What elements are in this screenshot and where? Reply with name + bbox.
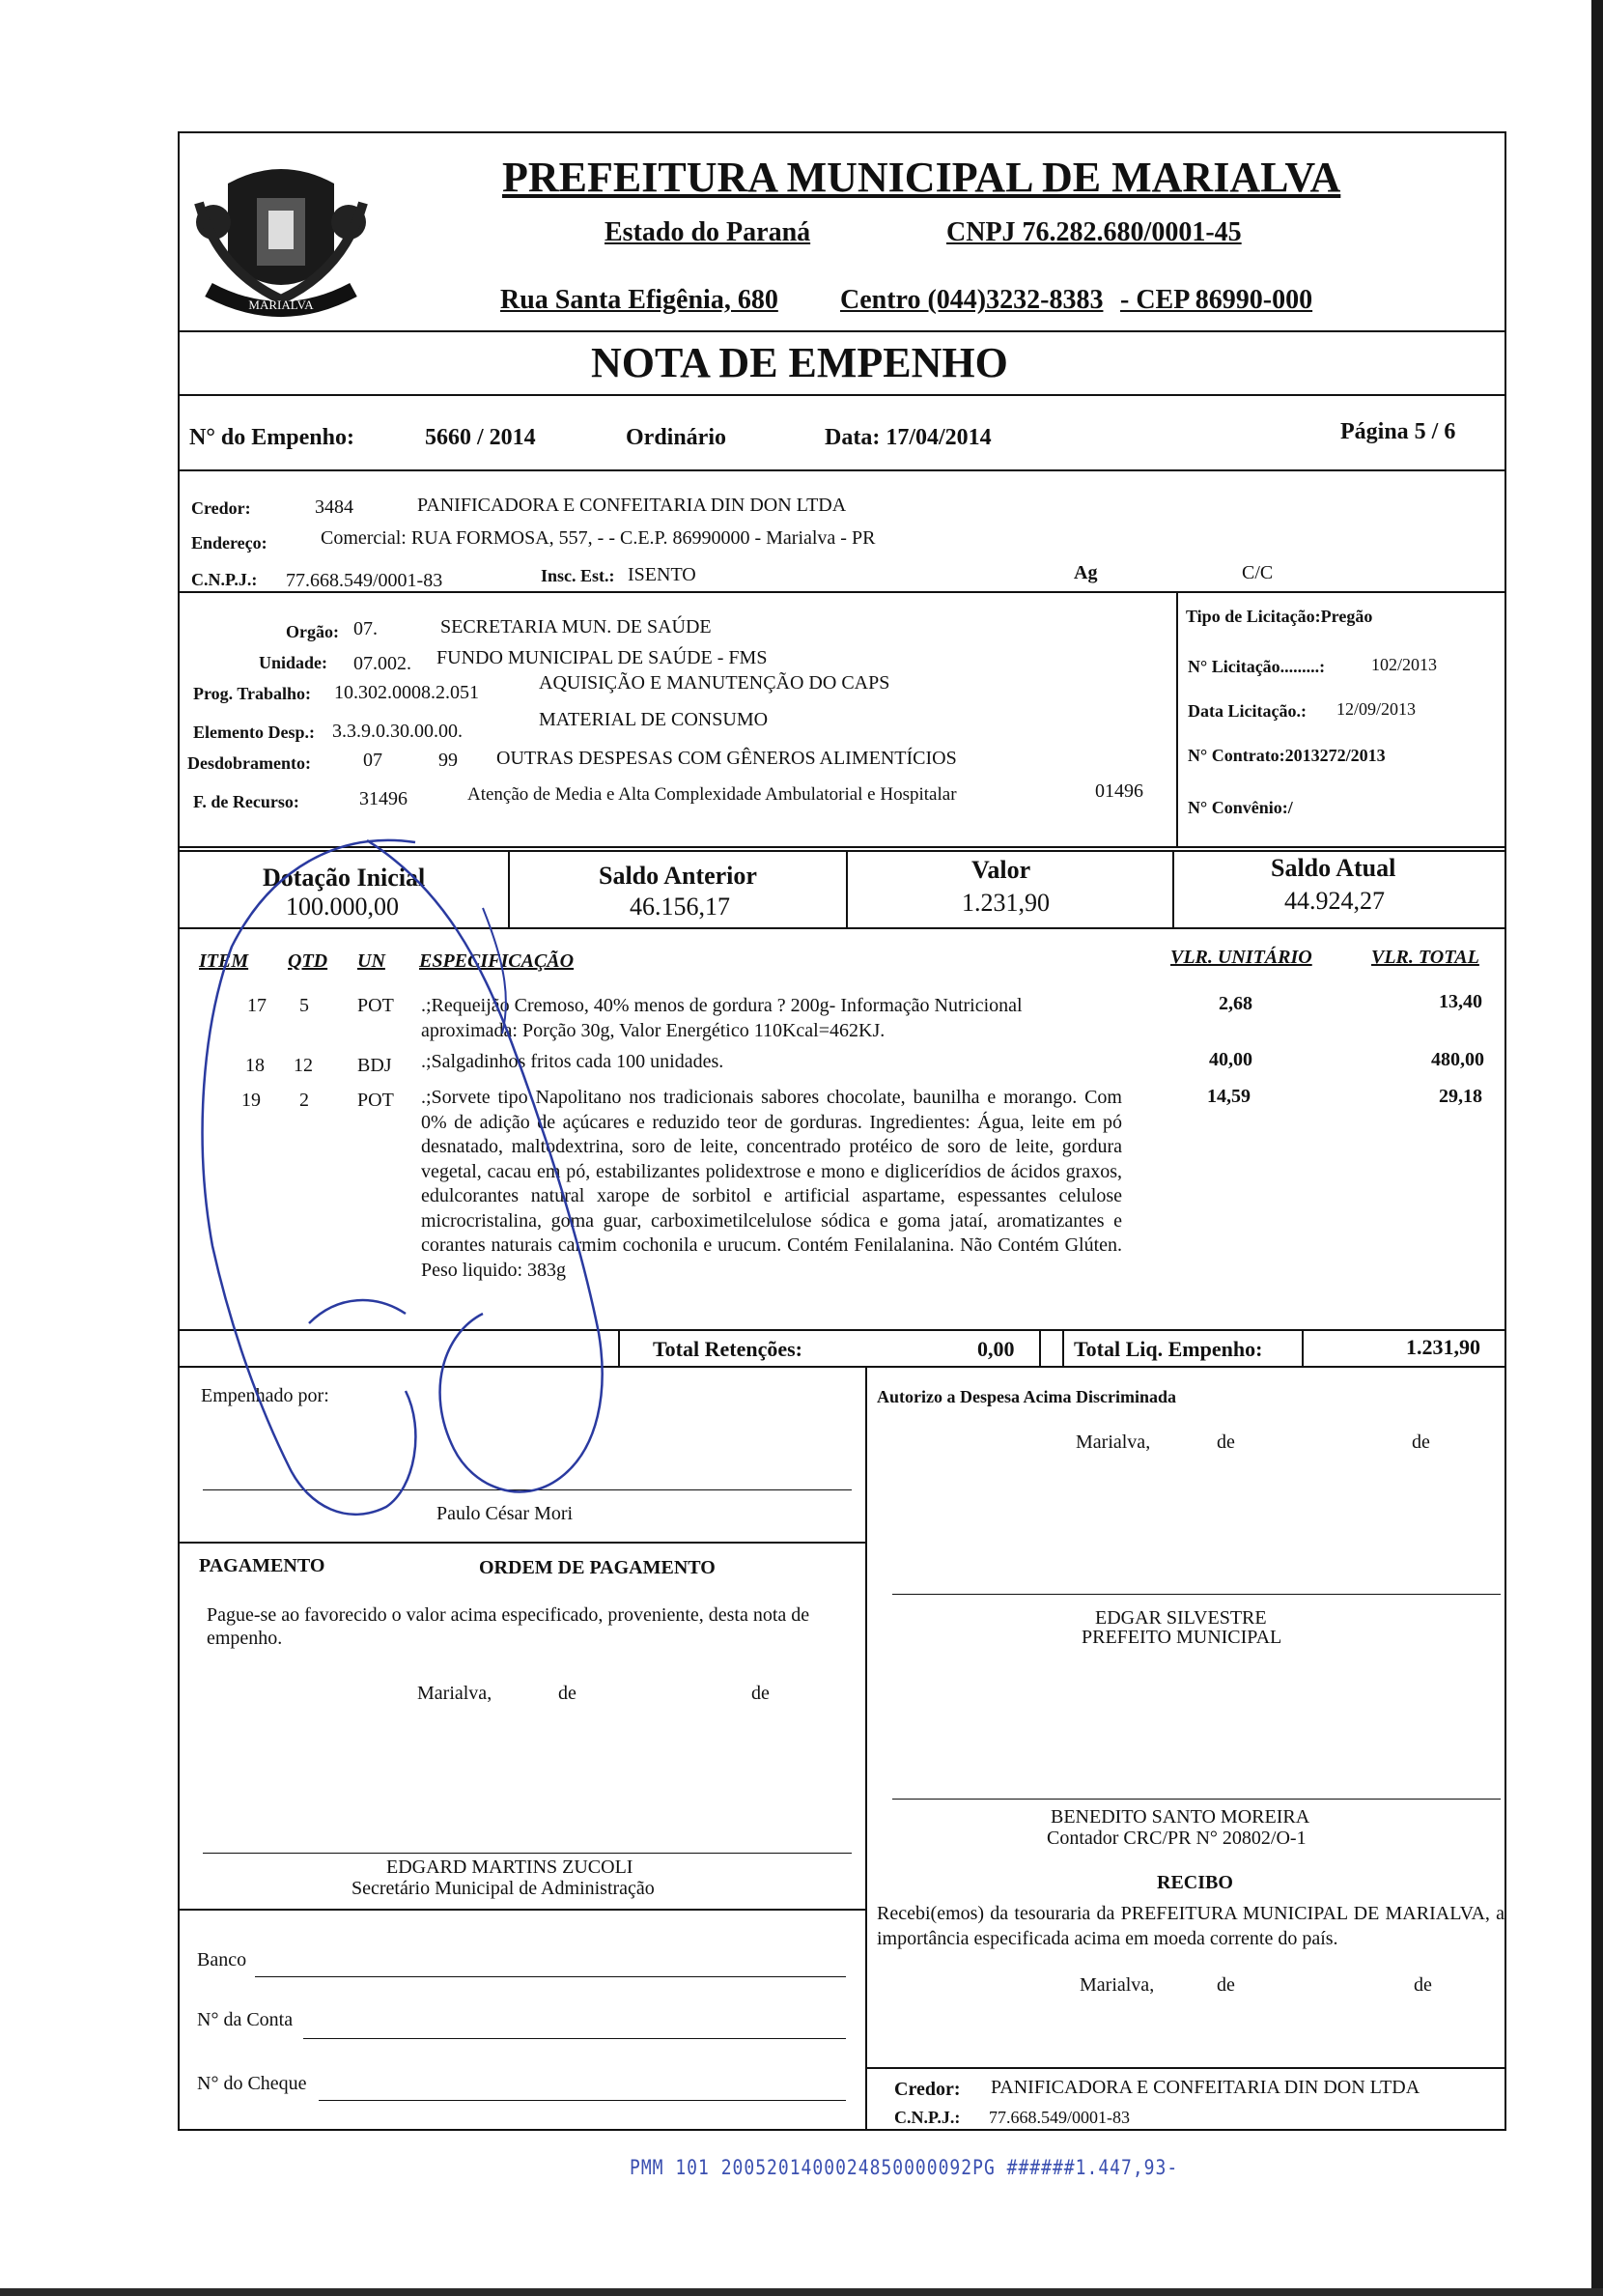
- unidade-code: 07.002.: [353, 653, 411, 674]
- item-qtd: 2: [299, 1090, 309, 1111]
- item-total: 29,18: [1439, 1086, 1482, 1107]
- autorizo-label: Autorizo a Despesa Acima Discriminada: [877, 1387, 1176, 1406]
- recibo-credor-nome: PANIFICADORA E CONFEITARIA DIN DON LTDA: [991, 2077, 1420, 2098]
- divider: [178, 1542, 867, 1544]
- recibo-text: Recebi(emos) da tesouraria da PREFEITURA MUNICIPAL DE MARIALVA, a importância especificada acima em moeda corrente do país.: [877, 1903, 1505, 1949]
- prefeito-cargo: PREFEITO MUNICIPAL: [1082, 1627, 1282, 1648]
- agency-label: Ag: [1074, 562, 1098, 583]
- vertical-divider: [1062, 1329, 1064, 1366]
- insc-value: ISENTO: [628, 564, 696, 585]
- signature-line: [203, 1853, 852, 1854]
- prefeito-nome: EDGAR SILVESTRE: [1095, 1607, 1267, 1629]
- item-unit-price: 14,59: [1207, 1086, 1251, 1107]
- divider: [178, 1909, 867, 1911]
- desdobramento-name: OUTRAS DESPESAS COM GÊNEROS ALIMENTÍCIOS: [496, 748, 957, 769]
- saldo-atual-label: Saldo Atual: [1271, 854, 1396, 882]
- item-number: 19: [241, 1090, 261, 1111]
- total-retencoes-label: Total Retenções:: [653, 1337, 802, 1361]
- item-total: 480,00: [1431, 1049, 1484, 1070]
- empenho-date: Data: 17/04/2014: [825, 425, 992, 450]
- item-desc: .;Sorvete tipo Napolitano nos tradicionais sabores chocolate, baunilha e morango. Com 0% de adição de açúcares e reduzido teor de gorduras. Ingredientes: Água, leite em pó desnatado, maltodextrina, soro de leite, concentrado protéico de soro de leite, gordura vegetal, cacau em pó, estabilizantes polidextrose e mono e diglicerídios de ácidos graxos, edulcorantes natural xarope de sorbitol e artificial aspartame, espessantes celulose microcristalina, goma guar, carboximetilcelulose sódica e goma jataí, aromatizantes e corantes naturais carmim cochonila e urucum. Contém Fenilalanina. Não Contém Glúten. Peso liquido: 383g: [421, 1087, 1122, 1281]
- col-valor-unitario: VLR. UNITÁRIO: [1170, 947, 1312, 968]
- cheque-field-line: [319, 2100, 846, 2101]
- address-label: Endereço:: [191, 533, 267, 553]
- insc-label: Insc. Est.:: [541, 566, 615, 585]
- state-name: Estado do Paraná: [605, 217, 811, 247]
- vertical-divider: [1176, 591, 1178, 848]
- pagamento-city: Marialva,: [417, 1683, 492, 1704]
- total-liquido-value: 1.231,90: [1406, 1335, 1480, 1359]
- recibo-de-1: de: [1217, 1974, 1235, 1996]
- data-licitacao: 12/09/2013: [1336, 699, 1417, 719]
- contrato: N° Contrato:2013272/2013: [1188, 746, 1386, 765]
- fonte-label: F. de Recurso:: [193, 792, 299, 811]
- dotacao-value: 100.000,00: [286, 893, 399, 921]
- street-address: Rua Santa Efigênia, 680: [500, 285, 778, 315]
- divider: [178, 330, 1506, 332]
- saldo-anterior-label: Saldo Anterior: [599, 862, 757, 890]
- col-un: UN: [357, 950, 385, 972]
- prog-name: AQUISIÇÃO E MANUTENÇÃO DO CAPS: [539, 672, 890, 694]
- elemento-name: MATERIAL DE CONSUMO: [539, 709, 769, 730]
- orgao-name: SECRETARIA MUN. DE SAÚDE: [440, 616, 712, 638]
- desdobramento-a: 07: [363, 750, 382, 771]
- cnpj-label: C.N.P.J.:: [191, 570, 258, 589]
- document-title: NOTA DE EMPENHO: [591, 339, 1008, 386]
- empenho-label: N° do Empenho:: [189, 425, 354, 450]
- empenho-type: Ordinário: [626, 425, 727, 450]
- recibo-de-2: de: [1414, 1974, 1432, 1996]
- prog-label: Prog. Trabalho:: [193, 684, 312, 703]
- scan-edge-bottom: [0, 2288, 1603, 2296]
- col-valor-total: VLR. TOTAL: [1371, 947, 1479, 968]
- signature-line: [892, 1594, 1501, 1595]
- fonte-name: Atenção de Media e Alta Complexidade Ambulatorial e Hospitalar: [467, 784, 957, 805]
- item-number: 17: [247, 995, 267, 1016]
- ordem-pagamento-label: ORDEM DE PAGAMENTO: [479, 1557, 716, 1578]
- autorizo-city: Marialva,: [1076, 1431, 1151, 1453]
- item-desc: .;Requeijão Cremoso, 40% menos de gordura ? 200g- Informação Nutricional aproximada: Porção 30g, Valor Energético 110Kcal=462KJ.: [421, 995, 1023, 1041]
- data-licitacao-label: Data Licitação.:: [1188, 701, 1307, 721]
- valor-value: 1.231,90: [962, 889, 1050, 917]
- item-qtd: 12: [294, 1055, 313, 1076]
- district-phone: Centro (044)3232-8383: [840, 285, 1104, 315]
- creditor-name: PANIFICADORA E CONFEITARIA DIN DON LTDA: [417, 495, 847, 516]
- recibo-cnpj-label: C.N.P.J.:: [894, 2108, 961, 2127]
- divider: [865, 2067, 1506, 2069]
- fonte-code-2: 01496: [1095, 780, 1143, 802]
- banco-field-line: [255, 1976, 846, 1977]
- vertical-divider: [865, 1366, 867, 2131]
- banco-label: Banco: [197, 1949, 247, 1970]
- cep: - CEP 86990-000: [1120, 285, 1313, 315]
- item-un: BDJ: [357, 1055, 392, 1076]
- page-number: Página 5 / 6: [1340, 419, 1456, 444]
- signature-line: [892, 1799, 1501, 1800]
- pagamento-label: PAGAMENTO: [199, 1555, 325, 1576]
- saldo-atual-value: 44.924,27: [1284, 887, 1385, 915]
- item-un: POT: [357, 995, 394, 1016]
- header-cnpj: CNPJ 76.282.680/0001-45: [946, 217, 1242, 247]
- vertical-divider: [508, 850, 510, 929]
- item-un: POT: [357, 1090, 394, 1111]
- creditor-code: 3484: [315, 496, 353, 518]
- conta-label: N° da Conta: [197, 2009, 294, 2030]
- unidade-label: Unidade:: [259, 653, 328, 672]
- recibo-credor-label: Credor:: [894, 2079, 961, 2100]
- saldo-anterior-value: 46.156,17: [630, 893, 730, 921]
- orgao-code: 07.: [353, 618, 378, 639]
- pagamento-de-2: de: [751, 1683, 770, 1704]
- desdobramento-b: 99: [438, 750, 458, 771]
- creditor-address: Comercial: RUA FORMOSA, 557, - - C.E.P. 86990000 - Marialva - PR: [321, 527, 876, 549]
- empenhado-por-label: Empenhado por:: [201, 1385, 329, 1406]
- divider: [178, 469, 1506, 471]
- item-total: 13,40: [1439, 991, 1482, 1012]
- contador-cargo: Contador CRC/PR N° 20802/O-1: [1047, 1828, 1307, 1849]
- total-retencoes-value: 0,00: [977, 1337, 1015, 1361]
- vertical-divider: [1302, 1329, 1304, 1366]
- valor-label: Valor: [971, 856, 1031, 884]
- col-especificacao: ESPECIFICAÇÃO: [419, 950, 575, 972]
- col-item: ITEM: [199, 950, 249, 972]
- convenio: N° Convênio:/: [1188, 798, 1293, 817]
- col-qtd: QTD: [288, 950, 328, 972]
- unidade-name: FUNDO MUNICIPAL DE SAÚDE - FMS: [436, 647, 768, 668]
- recibo-cnpj: 77.668.549/0001-83: [989, 2108, 1130, 2127]
- recibo-city: Marialva,: [1080, 1974, 1155, 1996]
- municipal-coat-of-arms-logo: [189, 145, 373, 338]
- creditor-label: Credor:: [191, 498, 251, 518]
- empenho-number: 5660 / 2014: [425, 425, 536, 450]
- elemento-code: 3.3.9.0.30.00.00.: [332, 721, 463, 742]
- prog-code: 10.302.0008.2.051: [334, 682, 479, 703]
- divider: [178, 1366, 1506, 1368]
- vertical-divider: [618, 1329, 620, 1366]
- municipality-title: PREFEITURA MUNICIPAL DE MARIALVA: [502, 154, 1341, 201]
- vertical-divider: [1172, 850, 1174, 929]
- secretario-cargo: Secretário Municipal de Administração: [352, 1878, 655, 1899]
- elemento-label: Elemento Desp.:: [193, 723, 315, 742]
- licitacao-number: 102/2013: [1371, 655, 1438, 674]
- total-liquido-label: Total Liq. Empenho:: [1074, 1337, 1263, 1361]
- conta-field-line: [303, 2038, 846, 2039]
- licitacao-label: N° Licitação.........:: [1188, 657, 1326, 676]
- divider: [178, 394, 1506, 396]
- desdobramento-label: Desdobramento:: [187, 753, 311, 773]
- pagamento-de-1: de: [558, 1683, 577, 1704]
- vertical-divider: [1039, 1329, 1041, 1366]
- contador-nome: BENEDITO SANTO MOREIRA: [1051, 1806, 1310, 1828]
- divider: [178, 591, 1506, 593]
- payment-stamp: PMM 101 2005201400024850000092PG ######1.447,93-: [630, 2155, 1179, 2181]
- empenhado-nome: Paulo César Mori: [436, 1503, 574, 1524]
- orgao-label: Orgão:: [286, 622, 339, 641]
- item-qtd: 5: [299, 995, 309, 1016]
- tipo-licitacao: Tipo de Licitação:Pregão: [1186, 607, 1373, 626]
- item-number: 18: [245, 1055, 265, 1076]
- account-label: C/C: [1242, 562, 1274, 583]
- fonte-code: 31496: [359, 788, 408, 809]
- svg-text:MARIALVA: MARIALVA: [248, 298, 314, 312]
- pague-se-text: Pague-se ao favorecido o valor acima especificado, proveniente, desta nota de empenho.: [207, 1604, 810, 1649]
- item-unit-price: 2,68: [1219, 993, 1252, 1014]
- autorizo-de-2: de: [1412, 1431, 1430, 1453]
- creditor-cnpj: 77.668.549/0001-83: [286, 570, 443, 591]
- scan-edge: [1591, 0, 1603, 2296]
- item-desc: .;Salgadinhos fritos cada 100 unidades.: [421, 1051, 724, 1072]
- divider: [178, 846, 1506, 848]
- item-unit-price: 40,00: [1209, 1049, 1252, 1070]
- autorizo-de-1: de: [1217, 1431, 1235, 1453]
- recibo-title: RECIBO: [1157, 1872, 1233, 1893]
- vertical-divider: [846, 850, 848, 929]
- divider: [178, 1329, 1506, 1331]
- dotacao-label: Dotação Inicial: [263, 864, 426, 892]
- cheque-label: N° do Cheque: [197, 2073, 307, 2094]
- signature-line: [203, 1489, 852, 1490]
- secretario-nome: EDGARD MARTINS ZUCOLI: [386, 1857, 633, 1878]
